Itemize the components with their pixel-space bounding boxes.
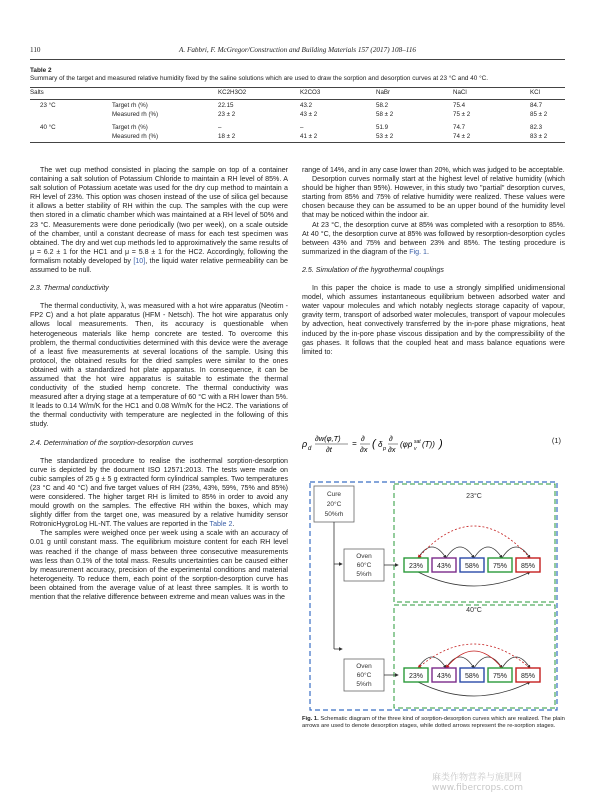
table-bottom-rule bbox=[30, 142, 565, 143]
header-salts: Salts bbox=[30, 89, 44, 96]
rh-step-label: 23% bbox=[408, 563, 424, 570]
header-rule bbox=[30, 59, 565, 60]
svg-text:): ) bbox=[439, 438, 443, 450]
figure-caption-text: Schematic diagram of the three kind of sorption-desorption curves which are realized. The plain arrows are used to denote desorption stages, while dotted arrows represent the re-sorption stages. bbox=[302, 716, 565, 730]
svg-text:(T)): (T)) bbox=[422, 440, 435, 449]
desorption-arrow bbox=[446, 657, 474, 668]
table-header-rule bbox=[30, 99, 565, 100]
cure-rh: 50%rh bbox=[324, 511, 344, 518]
table-label: Table 2 bbox=[30, 67, 52, 74]
svg-text:∂t: ∂t bbox=[326, 445, 332, 454]
header-kcl: KCl bbox=[530, 89, 540, 96]
cell: 85 ± 2 bbox=[530, 111, 548, 118]
paragraph: The standardized procedure to realise the isothermal sorption-desorption curve is depicted by the document ISO 12571:2013. The tests were made on cubic samples of 25 g ± 5 g extracted form cylindrical samples. Two temperatures (23 °C and 40 °C) and five target values of RH (23%, 43%, 59%, 75% and 85%) were considered. The higher target RH is limited to 85% in order to avoid any mould growth on the samples. The effective RH within the boxes, which may slightly differ from the target one, was measured by a relative humidity sensor RotronicHygroLog HL-NT. The values are reported in the Table 2. bbox=[30, 456, 288, 529]
cell: 84.7 bbox=[530, 102, 543, 109]
temp-23c-label: 23°C bbox=[466, 493, 482, 500]
section-title-2-5: 2.5. Simulation of the hygrothermal couplings bbox=[302, 265, 444, 274]
svg-text:p: p bbox=[383, 446, 387, 452]
paragraph: In this paper the choice is made to use a strongly simplified unidimensional model, which assumes instantaneous equilibrium between adsorbed water and water vapour molecules and which notably neglects storage capacity of vapour, gravity term, transport of adsorbed water molecules, transport of vapour molecules by advection, heat convectively transferred by the in-pore phase migrations, heat induced by the in-pore phase viscous dissipation and by the compressibility of the gas phases. It follows that the coupled heat and mass balance equations were limited to: bbox=[302, 284, 565, 356]
figure-link[interactable]: Fig. 1 bbox=[409, 247, 428, 256]
cell: 41 ± 2 bbox=[300, 133, 318, 140]
rh-step-label: 85% bbox=[520, 563, 536, 570]
svg-text:∂w(φ,T): ∂w(φ,T) bbox=[315, 434, 341, 443]
temp-40c-label: 40°C bbox=[466, 607, 482, 614]
table-row bbox=[30, 133, 565, 142]
right-column bbox=[302, 166, 565, 357]
table-row bbox=[30, 102, 565, 111]
desorption-arrow bbox=[474, 547, 502, 558]
resorption-arrow bbox=[418, 526, 530, 558]
svg-text:∂x: ∂x bbox=[388, 445, 396, 454]
row-kind: Measured rh (%) bbox=[112, 133, 159, 140]
row-temp: 40 °C bbox=[40, 124, 56, 131]
cell: 18 ± 2 bbox=[218, 133, 236, 140]
paragraph: At 23 °C, the desorption curve at 85% was completed with a resorption to 85%. At 40 °C, the desorption curve at 85% was followed by resorption-desorption cycles between 43% and 75% and between 23% and 85%. The testing procedure is summarized in the diagram of the Fig. 1. bbox=[302, 220, 565, 256]
row-kind: Target rh (%) bbox=[112, 124, 148, 131]
paragraph: The samples were weighed once per week using a scale with an accuracy of 0.01 g until constant mass. The equilibrium moisture content for each RH level was reached if the change of mass between three consecutive measurements was less than 0.1% of the total mass. Results uncertainties can be caused either by measurement accuracy, precision of the experimental conditions and material heterogeneity. To reduce them, each point of the sorption-desorption curve has been obtained from the average value of at least three samples. It is worth to mention that the relative difference between extreme and mean values was in the bbox=[30, 529, 288, 602]
oven-label: Oven bbox=[356, 663, 372, 670]
rh-step-label: 85% bbox=[520, 673, 536, 680]
watermark-text: 麻类作物营养与施肥网 www.fibercrops.com bbox=[432, 773, 523, 793]
cell: 43.2 bbox=[300, 102, 313, 109]
rh-table bbox=[30, 89, 565, 98]
svg-text:(φp: (φp bbox=[400, 440, 413, 449]
header-k2co3: K2CO3 bbox=[300, 89, 321, 96]
page-number: 110 bbox=[30, 46, 41, 54]
box-40c bbox=[394, 605, 555, 708]
cell: 83 ± 2 bbox=[530, 133, 548, 140]
oven-rh: 5%rh bbox=[356, 571, 372, 578]
header-nabr: NaBr bbox=[376, 89, 391, 96]
rh-step-label: 75% bbox=[492, 673, 508, 680]
equation-graphic bbox=[302, 432, 565, 456]
cell: 75 ± 2 bbox=[453, 111, 471, 118]
steps-40c bbox=[404, 668, 540, 682]
desorption-arrow bbox=[502, 657, 530, 668]
paragraph: The thermal conductivity, λ, was measured with a hot wire apparatus (Neotim - FP2 C) and a hot plate apparatus (HFM - Netsch). The hot wire apparatus only allows local measurements. Then, its accuracy is questionable when heterogeneous materials like hemp concrete are tested. To overcome this problem, the thermal conductivities determined with this device were the average of a least five measurements at several locations of the sample. Using this protocol, the obtained results for the dried samples were similar to the ones obtained with a standardized hot plate apparatus. In consequence, it can be assumed that the hot wire apparatus is suitable to estimate the thermal conductivity of the studied hemp concrete. The thermal conductivity was measured after a drying stage at a temperature of 60 °C with a RH lower than 5%. It leads to 0.14 W/m/K for the HC1 and 0.08 W/m/K for the HC2. The variations of the thermal conductivity with temperature are neglected in the following of this study. bbox=[30, 302, 288, 429]
figure-label: Fig. 1. bbox=[302, 716, 319, 722]
oven-label: Oven bbox=[356, 553, 372, 560]
journal-citation: A. Fabbri, F. McGregor/Construction and Building Materials 157 (2017) 108–116 bbox=[178, 46, 417, 54]
equation-1 bbox=[302, 432, 565, 454]
paragraph: range of 14%, and in any case lower than 20%, which was judged to be acceptable. bbox=[302, 166, 565, 174]
figure-caption bbox=[302, 716, 565, 731]
table-row bbox=[30, 111, 565, 120]
cell: 74 ± 2 bbox=[453, 133, 471, 140]
table-row bbox=[30, 124, 565, 133]
box-23c bbox=[394, 484, 555, 602]
rh-step-label: 58% bbox=[464, 673, 480, 680]
paragraph: Desorption curves normally start at the highest level of relative humidity (which should be higher than 95%). However, in this study two "partial" desorption curves, starting from 85% and 75% of relative humidity were realized. These values were chosen because they can be assumed to be an upper bound of the humidity level that may be noticed within the indoor air. bbox=[302, 175, 565, 220]
desorption-arrow bbox=[502, 547, 530, 558]
oven-temp: 60°C bbox=[356, 562, 372, 569]
svg-text:v: v bbox=[414, 446, 417, 452]
desorption-arrow bbox=[418, 682, 530, 696]
table-header-row bbox=[30, 89, 565, 98]
arcs-23c bbox=[418, 526, 530, 586]
svg-text:δ: δ bbox=[378, 440, 383, 449]
table-link[interactable]: Table 2 bbox=[209, 520, 233, 529]
cell: 51.9 bbox=[376, 124, 389, 131]
cell: 53 ± 2 bbox=[376, 133, 394, 140]
row-kind: Measured rh (%) bbox=[112, 111, 159, 118]
svg-text:sat: sat bbox=[414, 439, 421, 445]
oven-temp: 60°C bbox=[356, 672, 372, 679]
svg-text:∂: ∂ bbox=[361, 434, 365, 443]
row-kind: Target rh (%) bbox=[112, 102, 148, 109]
cell: 58 ± 2 bbox=[376, 111, 394, 118]
svg-text:∂x: ∂x bbox=[360, 445, 368, 454]
cure-temp: 20°C bbox=[326, 501, 342, 508]
table-caption bbox=[30, 67, 565, 83]
header-kc2h3o2: KC2H3O2 bbox=[218, 89, 247, 96]
cell: 43 ± 2 bbox=[300, 111, 318, 118]
resorption-arrow bbox=[446, 651, 502, 668]
rh-step-label: 43% bbox=[436, 673, 452, 680]
resorption-arrow bbox=[418, 644, 530, 668]
desorption-arrow bbox=[474, 657, 502, 668]
equation-number: (1) bbox=[551, 436, 561, 445]
rh-step-label: 58% bbox=[464, 563, 480, 570]
table-top-rule bbox=[30, 87, 565, 88]
rh-step-label: 75% bbox=[492, 563, 508, 570]
left-column bbox=[30, 166, 288, 602]
cell: 75.4 bbox=[453, 102, 466, 109]
cell: 58.2 bbox=[376, 102, 389, 109]
svg-text:∂: ∂ bbox=[389, 434, 393, 443]
steps-23c bbox=[404, 558, 540, 572]
cell: 74.7 bbox=[453, 124, 466, 131]
desorption-arrow bbox=[446, 547, 474, 558]
cell: 23 ± 2 bbox=[218, 111, 236, 118]
cell: 82.3 bbox=[530, 124, 543, 131]
reference-link[interactable]: [10] bbox=[133, 256, 146, 265]
table-caption-text: Summary of the target and measured relative humidity fixed by the saline solutions which are used to draw the sorption and desorption curves at 23 °C and 40 °C. bbox=[30, 75, 489, 82]
svg-text:ρ: ρ bbox=[302, 439, 308, 449]
cell: – bbox=[300, 124, 304, 131]
section-title-2-3: 2.3. Thermal conductivity bbox=[30, 284, 109, 293]
svg-text:(: ( bbox=[372, 438, 376, 450]
header-nacl: NaCl bbox=[453, 89, 467, 96]
rh-step-label: 23% bbox=[408, 673, 424, 680]
rh-table-body bbox=[30, 102, 565, 142]
row-temp: 23 °C bbox=[40, 102, 56, 109]
cell: – bbox=[218, 124, 222, 131]
desorption-arrow bbox=[418, 572, 530, 586]
oven-rh: 5%rh bbox=[356, 681, 372, 688]
desorption-arrow bbox=[418, 657, 446, 668]
figure-1-diagram bbox=[302, 474, 565, 714]
section-title-2-4: 2.4. Determination of the sorption-desorption curves bbox=[30, 438, 194, 447]
paragraph: The wet cup method consisted in placing the sample on top of a container containing a salt solution of Potassium Chloride to maintain a RH level of 85%. A salt solution of Potassium acetate was used for the dry cup method to maintain a RH level of 23%. This option was chosen instead of the use of silica gel because it allows a better stability of RH within the cup. The samples with the cup were then stored in a climatic chamber which was maintained at a RH level of 50% and 23 °C. Measurements were done periodically (two per week), on a scale outside of the chamber, until a constant decrease of mass for each test specimen was obtained. The dry and wet cup methods led to approximatively the same results of μ = 6.2 ± 1 for the HC1 and μ = 5.8 ± 1 for the HC2. Accordingly, following the formalism notably developed by [10], the liquid water relative permeability can be assumed to be null. bbox=[30, 166, 288, 275]
rh-step-label: 43% bbox=[436, 563, 452, 570]
cell: 22.15 bbox=[218, 102, 234, 109]
cure-label: Cure bbox=[326, 491, 342, 498]
desorption-arrow bbox=[418, 547, 446, 558]
svg-text:d: d bbox=[308, 446, 312, 452]
svg-text:=: = bbox=[352, 439, 357, 448]
